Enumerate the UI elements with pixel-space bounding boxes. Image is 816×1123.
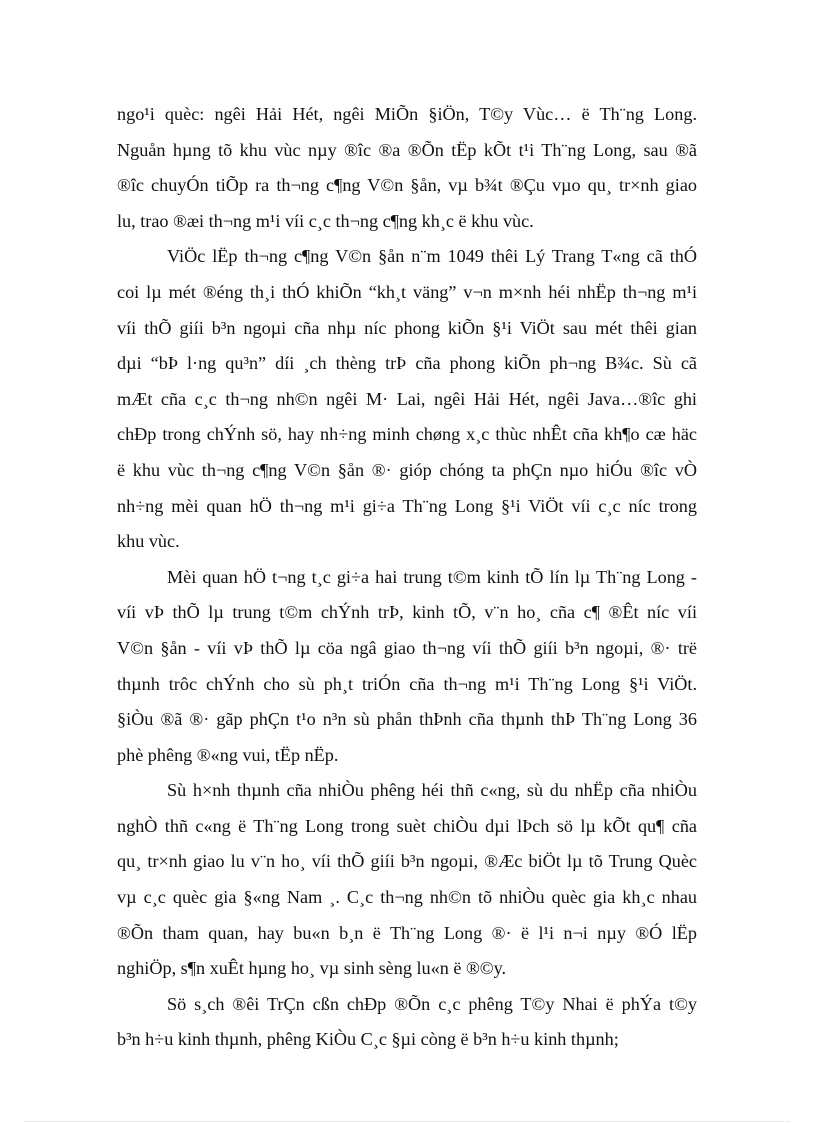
text-line: vµ c¸c quèc gia §«ng Nam ¸. C¸c th¬ng nh©n tõ nhiÒu quèc gia kh¸c nhau: [117, 887, 697, 908]
text-line: nghÒ thñ c«ng ë Th¨ng Long trong suèt chiÒu dµi lÞch sö lµ kÕt qu¶ cña: [117, 815, 697, 836]
text-line: ë khu vùc th¬ng c¶ng V©n §ån ®· gióp chóng ta phÇn nµo hiÓu ®îc vÒ: [117, 459, 697, 480]
text-line: phè phêng ®«ng vui, tËp nËp.: [117, 744, 339, 765]
text-line: §iÒu ®ã ®· gãp phÇn t¹o n³n sù phån thÞnh cña thµnh thÞ Th¨ng Long 36: [117, 709, 697, 730]
document-page: [117, 97, 697, 1058]
paragraph: [117, 560, 697, 774]
text-line: khu vùc.: [117, 531, 180, 552]
text-line: Nguån hµng tõ khu vùc nµy ®îc ®a ®Õn tËp kÕt t¹i Th¨ng Long, sau ®ã: [117, 139, 697, 160]
text-line: V©n §ån - víi vÞ thÕ lµ cöa ngâ giao th¬ng víi thÕ giíi b³n ngoµi, ®· trë: [117, 637, 697, 658]
text-line: coi lµ mét ®éng th¸i thÓ khiÕn “kh¸t väng” v¬n m×nh héi nhËp th¬ng m¹i: [117, 281, 697, 302]
text-line: víi thÕ giíi b³n ngoµi cña nhµ níc phong kiÕn §¹i ViÖt sau mét thêi gian: [117, 317, 697, 338]
text-line: nghiÖp, s¶n xuÊt hµng ho¸ vµ sinh sèng lu«n ë ®©y.: [117, 958, 507, 979]
paragraph: [117, 773, 697, 987]
text-line: Mèi quan hÖ t¬ng t¸c gi÷a hai trung t©m kinh tÕ lín lµ Th¨ng Long -: [167, 566, 697, 587]
paragraph: [117, 987, 697, 1058]
text-line: thµnh trôc chÝnh cho sù ph¸t triÓn cña th¬ng m¹i Th¨ng Long §¹i ViÖt.: [117, 673, 697, 694]
page-bottom-border: [25, 1121, 790, 1122]
text-line: Sö s¸ch ®êi TrÇn cßn chÐp ®Õn c¸c phêng T©y Nhai ë phÝa t©y: [167, 993, 697, 1014]
text-line: ®Õn tham quan, hay bu«n b¸n ë Th¨ng Long ®· ë l¹i n¬i nµy ®Ó lËp: [117, 922, 697, 943]
text-line: qu¸ tr×nh giao lu v¨n ho¸ víi thÕ giíi b³n ngoµi, ®Æc biÖt lµ tõ Trung Quèc: [117, 851, 697, 872]
text-line: víi vÞ thÕ lµ trung t©m chÝnh trÞ, kinh tÕ, v¨n ho¸ cña c¶ ®Êt níc víi: [117, 602, 697, 623]
paragraph: [117, 239, 697, 559]
text-line: mÆt cña c¸c th¬ng nh©n ngêi M· Lai, ngêi Hải Hét, ngêi Java…®îc ghi: [117, 388, 697, 409]
text-line: ®îc chuyÓn tiÕp ra th¬ng c¶ng V©n §ån, vµ b¾t ®Çu vµo qu¸ tr×nh giao: [117, 175, 697, 196]
text-line: b³n h÷u kinh thµnh, phêng KiÒu C¸c §µi còng ë b³n h÷u kinh thµnh;: [117, 1029, 619, 1050]
paragraph: [117, 97, 697, 239]
text-line: Sù h×nh thµnh cña nhiÒu phêng héi thñ c«ng, sù du nhËp cña nhiÒu: [167, 780, 697, 801]
text-line: dµi “bÞ l·ng qu³n” díi ¸ch thèng trÞ cña phong kiÕn ph¬ng B¾c. Sù cã: [117, 353, 697, 374]
text-line: ngo¹i quèc: ngêi Hải Hét, ngêi MiÕn §iÖn, T©y Vùc… ë Th¨ng Long.: [117, 104, 697, 124]
text-line: chÐp trong chÝnh sö, hay nh÷ng minh chøng x¸c thùc nhÊt cña kh¶o cæ häc: [117, 424, 697, 445]
text-line: ViÖc lËp th¬ng c¶ng V©n §ån n¨m 1049 thêi Lý Trang T«ng cã thÓ: [167, 246, 697, 267]
text-line: lu, trao ®æi th¬ng m¹i víi c¸c th¬ng c¶ng kh¸c ë khu vùc.: [117, 210, 534, 231]
text-line: nh÷ng mèi quan hÖ th¬ng m¹i gi÷a Th¨ng Long §¹i ViÖt víi c¸c níc trong: [117, 495, 697, 516]
